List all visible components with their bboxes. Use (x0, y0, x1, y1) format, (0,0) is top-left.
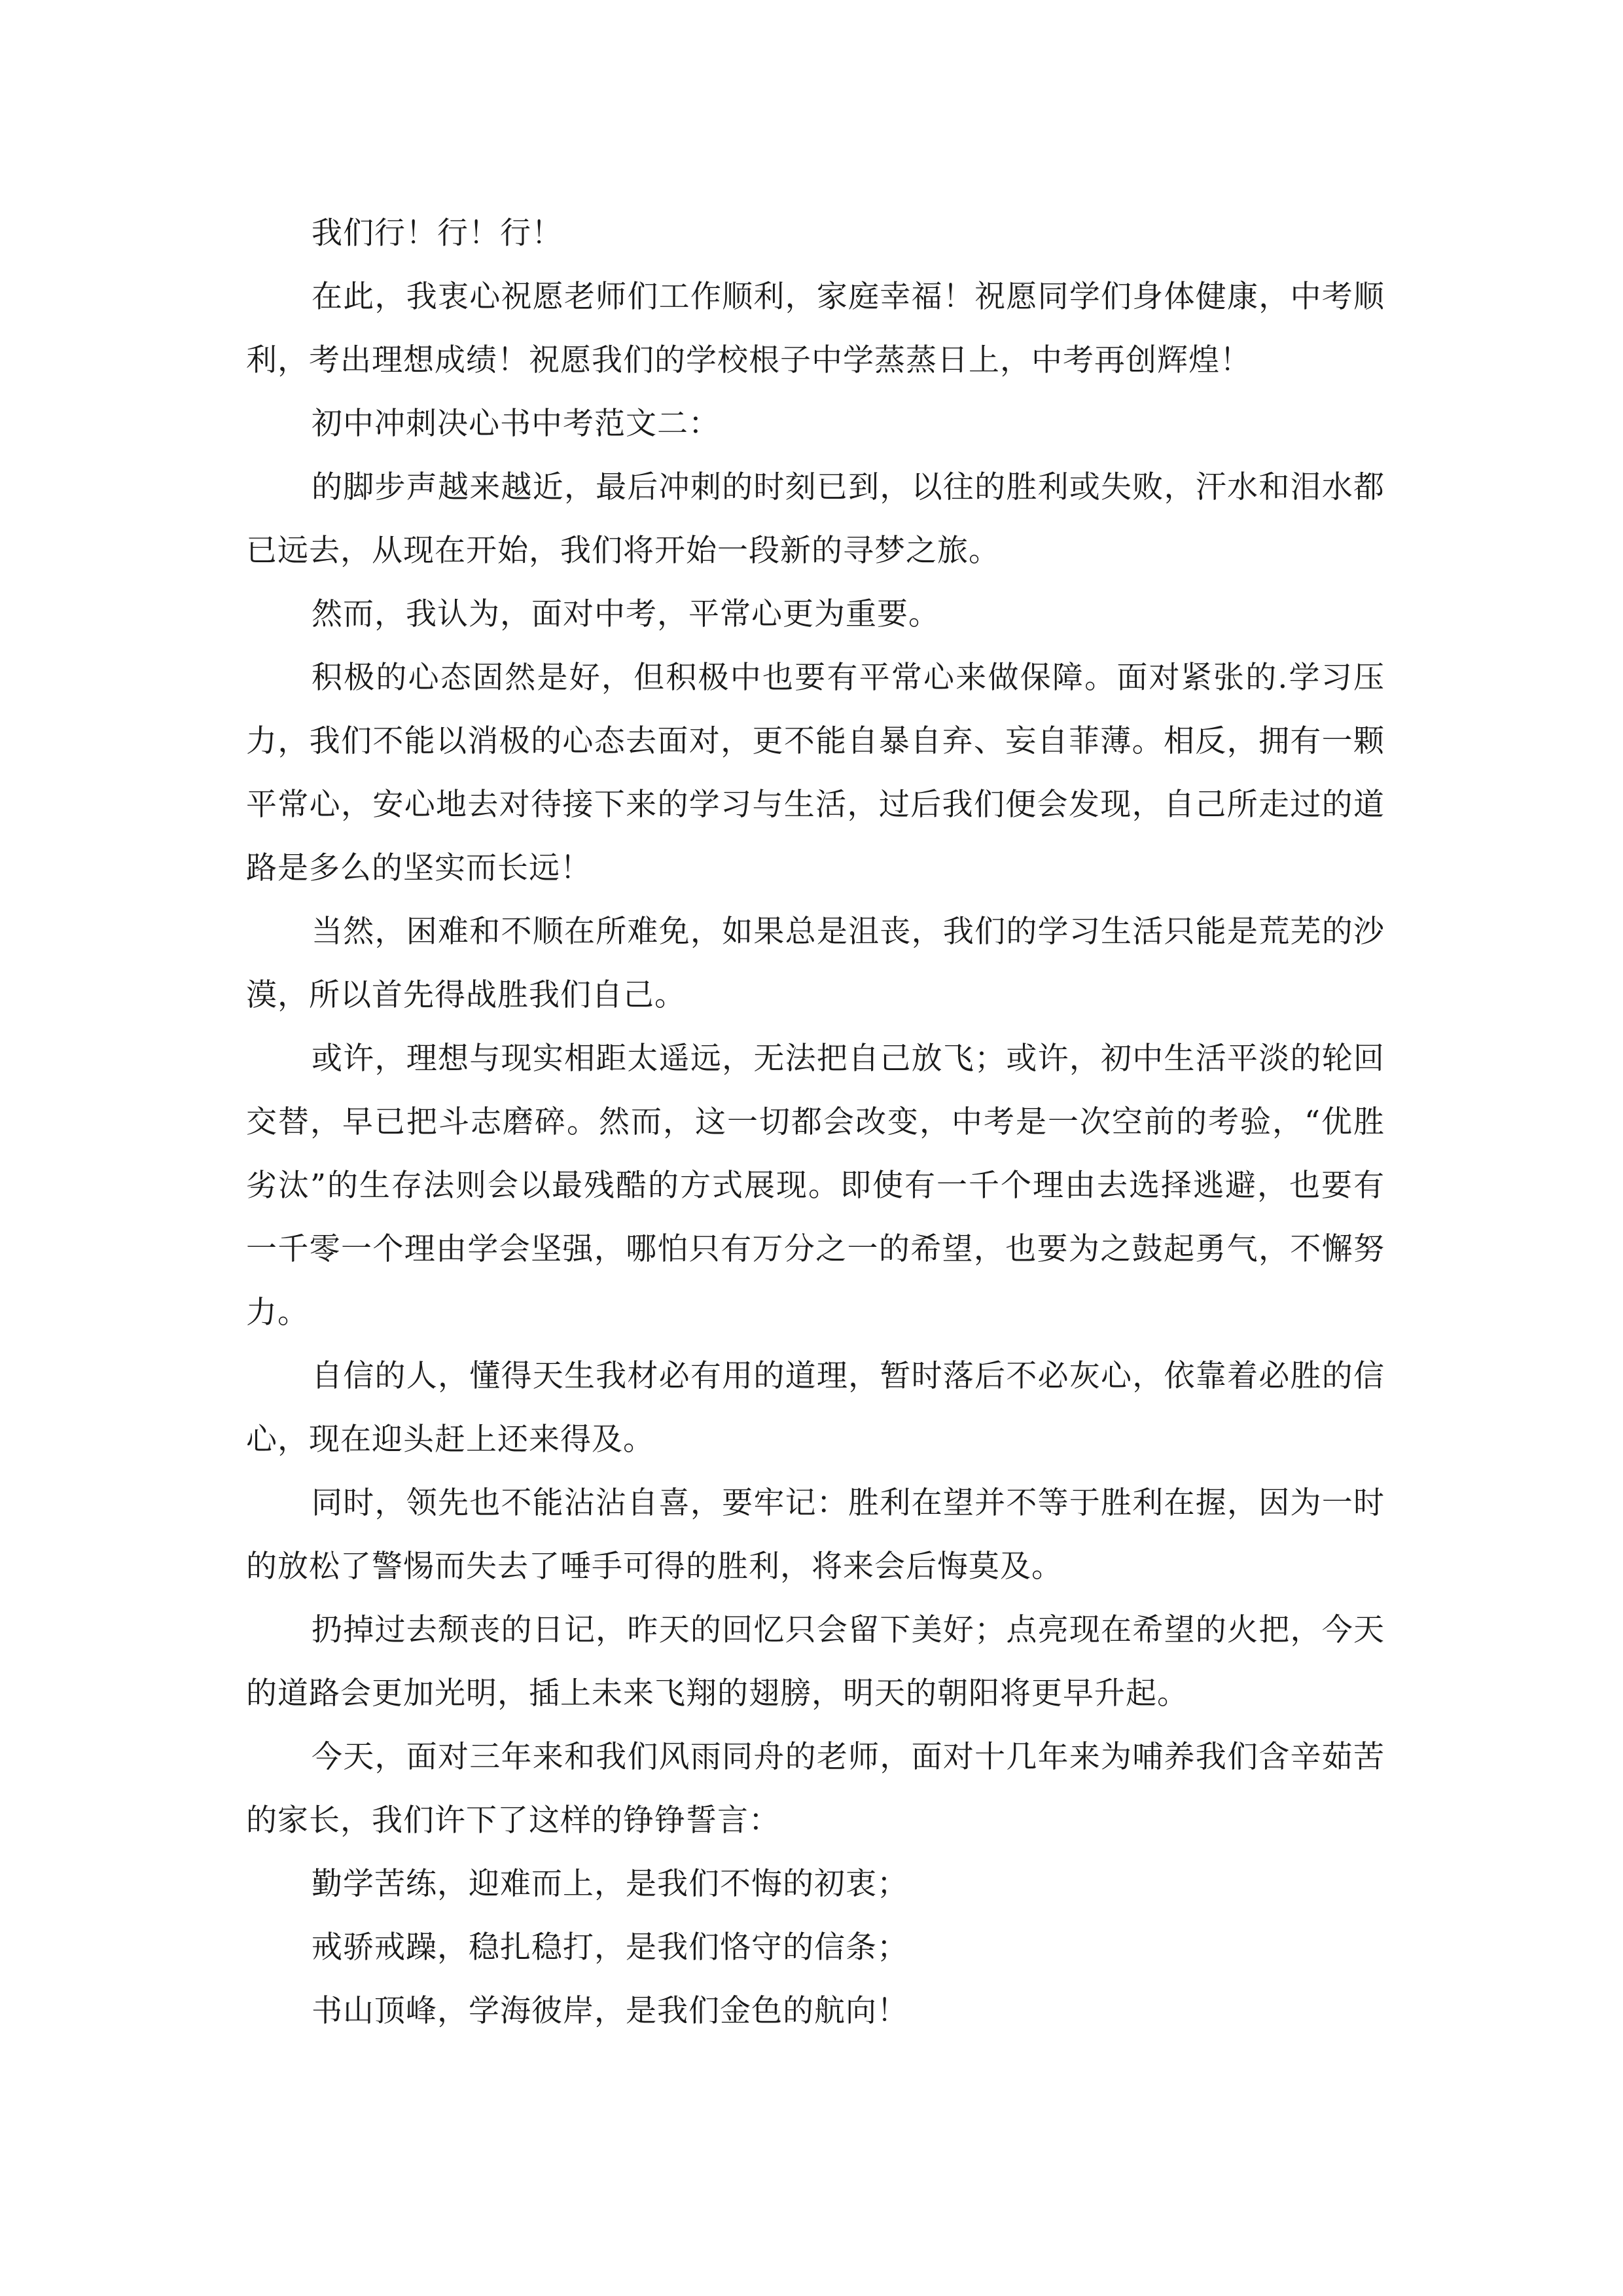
pledge-line-2: 戒骄戒躁，稳扎稳打，是我们恪守的信条； (312, 1929, 908, 1965)
paragraph-1: 我们行！行！行！ (312, 215, 563, 251)
pledge-line-3: 书山顶峰，学海彼岸，是我们金色的航向！ (312, 1993, 908, 2029)
paragraph-8: 或许，理想与现实相距太遥远，无法把自己放飞；或许，初中生活平淡的轮回交替，早已把斗志磨碎。然而，这一切都会改变，中考是一次空前的考验，“优胜劣汰”的生存法则会以最残酷的方式展现。即使有一千个理由去选择逃避，也要有一千零一个理由学会坚强，哪怕只有万分之一的希望，也要为之鼓起勇气，不懈努力。 (246, 1041, 1385, 1331)
paragraph-9: 自信的人，懂得天生我材必有用的道理，暂时落后不必灰心，依靠着必胜的信心，现在迎头赶上还来得及。 (246, 1358, 1385, 1458)
paragraph-2: 在此，我衷心祝愿老师们工作顺利，家庭幸福！祝愿同学们身体健康，中考顺利，考出理想成绩！祝愿我们的学校根子中学蒸蒸日上，中考再创辉煌！ (246, 279, 1385, 378)
paragraph-10: 同时，领先也不能沾沾自喜，要牢记：胜利在望并不等于胜利在握，因为一时的放松了警惕而失去了唾手可得的胜利，将来会后悔莫及。 (246, 1485, 1385, 1585)
paragraph-7: 当然，困难和不顺在所难免，如果总是沮丧，我们的学习生活只能是荒芜的沙漠，所以首先得战胜我们自己。 (246, 914, 1385, 1013)
document-body (246, 202, 1385, 2043)
pledge-line-1: 勤学苦练，迎难而上，是我们不悔的初衷； (312, 1866, 908, 1902)
paragraph-11: 扔掉过去颓丧的日记，昨天的回忆只会留下美好；点亮现在希望的火把，今天的道路会更加光明，插上未来飞翔的翅膀，明天的朝阳将更早升起。 (246, 1612, 1385, 1712)
section-heading: 初中冲刺决心书中考范文二： (312, 406, 720, 442)
paragraph-12: 今天，面对三年来和我们风雨同舟的老师，面对十几年来为哺养我们含辛茹苦的家长，我们许下了这样的铮铮誓言： (246, 1739, 1385, 1839)
paragraph-5: 然而，我认为，面对中考，平常心更为重要。 (312, 596, 940, 632)
paragraph-4: 的脚步声越来越近，最后冲刺的时刻已到，以往的胜利或失败，汗水和泪水都已远去，从现在开始，我们将开始一段新的寻梦之旅。 (246, 469, 1385, 569)
paragraph-6: 积极的心态固然是好，但积极中也要有平常心来做保障。面对紧张的.学习压力，我们不能以消极的心态去面对，更不能自暴自弃、妄自菲薄。相反，拥有一颗平常心，安心地去对待接下来的学习与生活，过后我们便会发现，自己所走过的道路是多么的坚实而长远！ (246, 660, 1385, 886)
